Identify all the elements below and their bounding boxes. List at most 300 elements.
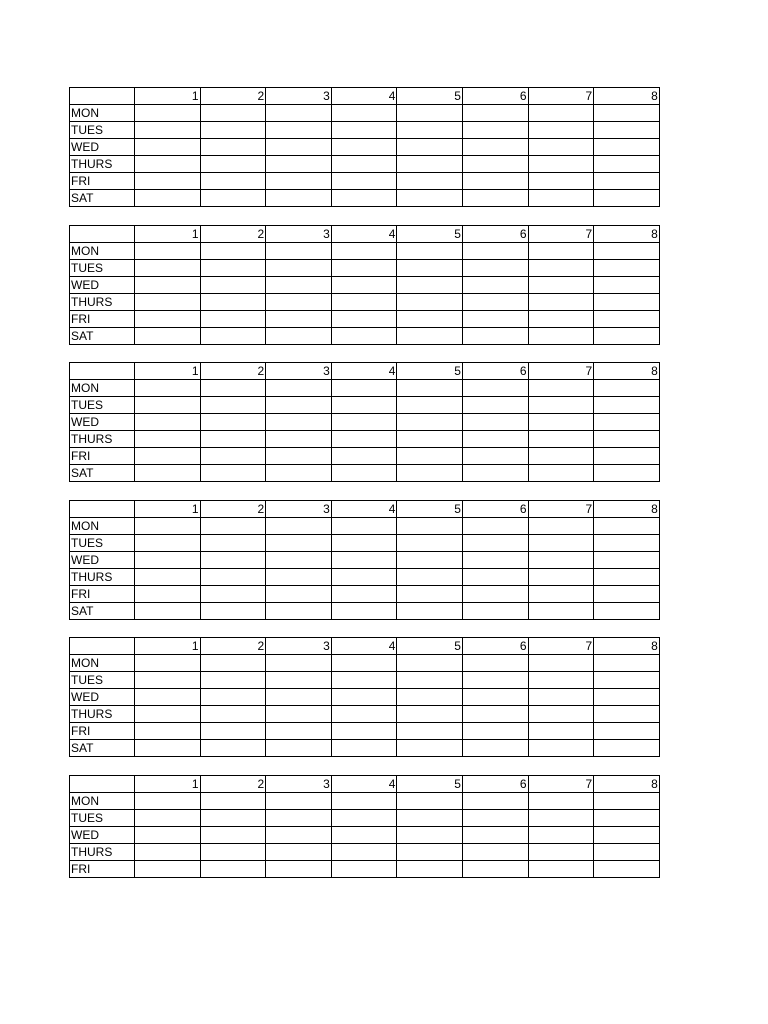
- period-header-cell[interactable]: 7: [528, 225, 594, 242]
- empty-cell[interactable]: [397, 156, 463, 173]
- period-header-cell[interactable]: 5: [397, 225, 463, 242]
- empty-cell[interactable]: [266, 190, 332, 207]
- day-label-cell[interactable]: WED: [70, 551, 135, 568]
- period-header-cell[interactable]: 7: [528, 775, 594, 792]
- empty-cell[interactable]: [594, 602, 660, 619]
- empty-cell[interactable]: [397, 293, 463, 310]
- empty-cell[interactable]: [397, 397, 463, 414]
- empty-cell[interactable]: [528, 259, 594, 276]
- empty-cell[interactable]: [331, 602, 397, 619]
- empty-cell[interactable]: [331, 740, 397, 757]
- empty-cell[interactable]: [331, 276, 397, 293]
- empty-cell[interactable]: [331, 310, 397, 327]
- empty-cell[interactable]: [528, 551, 594, 568]
- day-label-cell[interactable]: MON: [70, 517, 135, 534]
- empty-cell[interactable]: [200, 310, 266, 327]
- empty-cell[interactable]: [594, 826, 660, 843]
- empty-cell[interactable]: [462, 843, 528, 860]
- empty-cell[interactable]: [528, 672, 594, 689]
- empty-cell[interactable]: [594, 465, 660, 482]
- empty-cell[interactable]: [135, 843, 201, 860]
- empty-cell[interactable]: [200, 534, 266, 551]
- empty-cell[interactable]: [266, 414, 332, 431]
- empty-cell[interactable]: [266, 602, 332, 619]
- empty-cell[interactable]: [397, 826, 463, 843]
- empty-cell[interactable]: [331, 843, 397, 860]
- period-header-cell[interactable]: 6: [462, 775, 528, 792]
- empty-cell[interactable]: [397, 242, 463, 259]
- empty-cell[interactable]: [266, 792, 332, 809]
- empty-cell[interactable]: [397, 105, 463, 122]
- period-header-cell[interactable]: 4: [331, 88, 397, 105]
- empty-cell[interactable]: [135, 310, 201, 327]
- empty-cell[interactable]: [462, 327, 528, 344]
- empty-cell[interactable]: [266, 843, 332, 860]
- empty-cell[interactable]: [200, 792, 266, 809]
- empty-cell[interactable]: [135, 792, 201, 809]
- empty-cell[interactable]: [135, 414, 201, 431]
- period-header-cell[interactable]: 7: [528, 363, 594, 380]
- empty-cell[interactable]: [331, 397, 397, 414]
- empty-cell[interactable]: [397, 723, 463, 740]
- empty-cell[interactable]: [266, 105, 332, 122]
- empty-cell[interactable]: [331, 242, 397, 259]
- empty-cell[interactable]: [528, 792, 594, 809]
- day-label-cell[interactable]: SAT: [70, 740, 135, 757]
- empty-cell[interactable]: [200, 809, 266, 826]
- period-header-cell[interactable]: 2: [200, 225, 266, 242]
- empty-cell[interactable]: [462, 414, 528, 431]
- period-header-cell[interactable]: 4: [331, 638, 397, 655]
- empty-cell[interactable]: [594, 293, 660, 310]
- empty-cell[interactable]: [397, 534, 463, 551]
- empty-cell[interactable]: [200, 706, 266, 723]
- empty-cell[interactable]: [266, 397, 332, 414]
- period-header-cell[interactable]: 6: [462, 225, 528, 242]
- corner-cell[interactable]: [70, 88, 135, 105]
- day-label-cell[interactable]: SAT: [70, 327, 135, 344]
- empty-cell[interactable]: [331, 190, 397, 207]
- empty-cell[interactable]: [462, 551, 528, 568]
- empty-cell[interactable]: [331, 672, 397, 689]
- empty-cell[interactable]: [397, 792, 463, 809]
- empty-cell[interactable]: [397, 259, 463, 276]
- day-label-cell[interactable]: TUES: [70, 672, 135, 689]
- period-header-cell[interactable]: 5: [397, 638, 463, 655]
- empty-cell[interactable]: [135, 723, 201, 740]
- empty-cell[interactable]: [462, 448, 528, 465]
- empty-cell[interactable]: [397, 740, 463, 757]
- period-header-cell[interactable]: 1: [135, 225, 201, 242]
- empty-cell[interactable]: [200, 156, 266, 173]
- empty-cell[interactable]: [462, 190, 528, 207]
- empty-cell[interactable]: [266, 672, 332, 689]
- empty-cell[interactable]: [135, 448, 201, 465]
- empty-cell[interactable]: [200, 551, 266, 568]
- empty-cell[interactable]: [594, 380, 660, 397]
- empty-cell[interactable]: [594, 310, 660, 327]
- empty-cell[interactable]: [528, 860, 594, 877]
- empty-cell[interactable]: [266, 740, 332, 757]
- empty-cell[interactable]: [135, 826, 201, 843]
- empty-cell[interactable]: [462, 465, 528, 482]
- empty-cell[interactable]: [594, 156, 660, 173]
- day-label-cell[interactable]: TUES: [70, 259, 135, 276]
- empty-cell[interactable]: [135, 672, 201, 689]
- empty-cell[interactable]: [266, 585, 332, 602]
- empty-cell[interactable]: [462, 293, 528, 310]
- empty-cell[interactable]: [528, 276, 594, 293]
- empty-cell[interactable]: [331, 585, 397, 602]
- empty-cell[interactable]: [200, 276, 266, 293]
- empty-cell[interactable]: [331, 431, 397, 448]
- empty-cell[interactable]: [266, 568, 332, 585]
- empty-cell[interactable]: [528, 585, 594, 602]
- period-header-cell[interactable]: 4: [331, 363, 397, 380]
- empty-cell[interactable]: [266, 689, 332, 706]
- empty-cell[interactable]: [528, 380, 594, 397]
- empty-cell[interactable]: [200, 190, 266, 207]
- empty-cell[interactable]: [200, 723, 266, 740]
- empty-cell[interactable]: [397, 809, 463, 826]
- empty-cell[interactable]: [200, 397, 266, 414]
- period-header-cell[interactable]: 3: [266, 500, 332, 517]
- empty-cell[interactable]: [594, 689, 660, 706]
- empty-cell[interactable]: [594, 809, 660, 826]
- empty-cell[interactable]: [266, 173, 332, 190]
- empty-cell[interactable]: [135, 585, 201, 602]
- empty-cell[interactable]: [397, 276, 463, 293]
- day-label-cell[interactable]: TUES: [70, 809, 135, 826]
- empty-cell[interactable]: [135, 259, 201, 276]
- empty-cell[interactable]: [266, 448, 332, 465]
- empty-cell[interactable]: [594, 672, 660, 689]
- empty-cell[interactable]: [200, 242, 266, 259]
- empty-cell[interactable]: [266, 534, 332, 551]
- empty-cell[interactable]: [528, 740, 594, 757]
- period-header-cell[interactable]: 8: [594, 500, 660, 517]
- empty-cell[interactable]: [462, 156, 528, 173]
- empty-cell[interactable]: [462, 792, 528, 809]
- empty-cell[interactable]: [200, 689, 266, 706]
- day-label-cell[interactable]: WED: [70, 826, 135, 843]
- corner-cell[interactable]: [70, 363, 135, 380]
- period-header-cell[interactable]: 3: [266, 638, 332, 655]
- empty-cell[interactable]: [135, 517, 201, 534]
- day-label-cell[interactable]: SAT: [70, 465, 135, 482]
- empty-cell[interactable]: [331, 414, 397, 431]
- period-header-cell[interactable]: 6: [462, 88, 528, 105]
- empty-cell[interactable]: [397, 517, 463, 534]
- empty-cell[interactable]: [594, 568, 660, 585]
- empty-cell[interactable]: [331, 465, 397, 482]
- empty-cell[interactable]: [135, 173, 201, 190]
- period-header-cell[interactable]: 4: [331, 225, 397, 242]
- empty-cell[interactable]: [397, 843, 463, 860]
- empty-cell[interactable]: [462, 122, 528, 139]
- period-header-cell[interactable]: 5: [397, 88, 463, 105]
- empty-cell[interactable]: [462, 105, 528, 122]
- empty-cell[interactable]: [528, 139, 594, 156]
- empty-cell[interactable]: [462, 534, 528, 551]
- period-header-cell[interactable]: 8: [594, 88, 660, 105]
- empty-cell[interactable]: [594, 259, 660, 276]
- empty-cell[interactable]: [397, 568, 463, 585]
- empty-cell[interactable]: [528, 327, 594, 344]
- period-header-cell[interactable]: 3: [266, 363, 332, 380]
- empty-cell[interactable]: [594, 397, 660, 414]
- empty-cell[interactable]: [331, 139, 397, 156]
- period-header-cell[interactable]: 8: [594, 775, 660, 792]
- empty-cell[interactable]: [331, 534, 397, 551]
- day-label-cell[interactable]: THURS: [70, 706, 135, 723]
- empty-cell[interactable]: [266, 551, 332, 568]
- empty-cell[interactable]: [135, 551, 201, 568]
- empty-cell[interactable]: [266, 242, 332, 259]
- empty-cell[interactable]: [397, 585, 463, 602]
- empty-cell[interactable]: [397, 431, 463, 448]
- empty-cell[interactable]: [594, 740, 660, 757]
- period-header-cell[interactable]: 1: [135, 363, 201, 380]
- empty-cell[interactable]: [528, 190, 594, 207]
- empty-cell[interactable]: [397, 310, 463, 327]
- empty-cell[interactable]: [594, 190, 660, 207]
- empty-cell[interactable]: [594, 448, 660, 465]
- period-header-cell[interactable]: 8: [594, 638, 660, 655]
- empty-cell[interactable]: [528, 242, 594, 259]
- empty-cell[interactable]: [594, 173, 660, 190]
- empty-cell[interactable]: [135, 534, 201, 551]
- empty-cell[interactable]: [528, 706, 594, 723]
- period-header-cell[interactable]: 7: [528, 500, 594, 517]
- empty-cell[interactable]: [135, 397, 201, 414]
- empty-cell[interactable]: [397, 122, 463, 139]
- empty-cell[interactable]: [266, 259, 332, 276]
- period-header-cell[interactable]: 3: [266, 225, 332, 242]
- empty-cell[interactable]: [135, 276, 201, 293]
- empty-cell[interactable]: [135, 190, 201, 207]
- day-label-cell[interactable]: MON: [70, 105, 135, 122]
- empty-cell[interactable]: [594, 860, 660, 877]
- empty-cell[interactable]: [594, 792, 660, 809]
- day-label-cell[interactable]: FRI: [70, 585, 135, 602]
- empty-cell[interactable]: [331, 826, 397, 843]
- empty-cell[interactable]: [528, 568, 594, 585]
- period-header-cell[interactable]: 2: [200, 363, 266, 380]
- empty-cell[interactable]: [528, 431, 594, 448]
- period-header-cell[interactable]: 1: [135, 775, 201, 792]
- empty-cell[interactable]: [462, 380, 528, 397]
- empty-cell[interactable]: [462, 602, 528, 619]
- period-header-cell[interactable]: 2: [200, 638, 266, 655]
- empty-cell[interactable]: [331, 809, 397, 826]
- empty-cell[interactable]: [528, 414, 594, 431]
- empty-cell[interactable]: [462, 809, 528, 826]
- empty-cell[interactable]: [462, 397, 528, 414]
- day-label-cell[interactable]: FRI: [70, 723, 135, 740]
- empty-cell[interactable]: [528, 465, 594, 482]
- day-label-cell[interactable]: WED: [70, 414, 135, 431]
- day-label-cell[interactable]: MON: [70, 380, 135, 397]
- empty-cell[interactable]: [200, 327, 266, 344]
- empty-cell[interactable]: [200, 414, 266, 431]
- empty-cell[interactable]: [594, 414, 660, 431]
- empty-cell[interactable]: [331, 792, 397, 809]
- empty-cell[interactable]: [135, 809, 201, 826]
- empty-cell[interactable]: [462, 517, 528, 534]
- empty-cell[interactable]: [462, 740, 528, 757]
- empty-cell[interactable]: [331, 122, 397, 139]
- empty-cell[interactable]: [397, 860, 463, 877]
- day-label-cell[interactable]: MON: [70, 792, 135, 809]
- empty-cell[interactable]: [200, 448, 266, 465]
- empty-cell[interactable]: [266, 465, 332, 482]
- corner-cell[interactable]: [70, 225, 135, 242]
- day-label-cell[interactable]: THURS: [70, 431, 135, 448]
- empty-cell[interactable]: [397, 414, 463, 431]
- empty-cell[interactable]: [135, 740, 201, 757]
- day-label-cell[interactable]: TUES: [70, 534, 135, 551]
- empty-cell[interactable]: [200, 740, 266, 757]
- empty-cell[interactable]: [528, 689, 594, 706]
- empty-cell[interactable]: [528, 602, 594, 619]
- day-label-cell[interactable]: TUES: [70, 122, 135, 139]
- empty-cell[interactable]: [331, 860, 397, 877]
- period-header-cell[interactable]: 2: [200, 500, 266, 517]
- day-label-cell[interactable]: FRI: [70, 173, 135, 190]
- day-label-cell[interactable]: FRI: [70, 310, 135, 327]
- empty-cell[interactable]: [200, 431, 266, 448]
- empty-cell[interactable]: [135, 327, 201, 344]
- empty-cell[interactable]: [135, 602, 201, 619]
- empty-cell[interactable]: [397, 672, 463, 689]
- empty-cell[interactable]: [266, 122, 332, 139]
- period-header-cell[interactable]: 4: [331, 775, 397, 792]
- empty-cell[interactable]: [528, 809, 594, 826]
- empty-cell[interactable]: [594, 276, 660, 293]
- empty-cell[interactable]: [397, 551, 463, 568]
- empty-cell[interactable]: [462, 139, 528, 156]
- empty-cell[interactable]: [200, 843, 266, 860]
- empty-cell[interactable]: [135, 860, 201, 877]
- day-label-cell[interactable]: THURS: [70, 293, 135, 310]
- empty-cell[interactable]: [135, 465, 201, 482]
- empty-cell[interactable]: [462, 689, 528, 706]
- empty-cell[interactable]: [266, 809, 332, 826]
- empty-cell[interactable]: [594, 517, 660, 534]
- empty-cell[interactable]: [200, 672, 266, 689]
- empty-cell[interactable]: [135, 293, 201, 310]
- empty-cell[interactable]: [200, 585, 266, 602]
- empty-cell[interactable]: [135, 689, 201, 706]
- empty-cell[interactable]: [200, 602, 266, 619]
- empty-cell[interactable]: [135, 105, 201, 122]
- empty-cell[interactable]: [331, 448, 397, 465]
- empty-cell[interactable]: [135, 156, 201, 173]
- empty-cell[interactable]: [528, 448, 594, 465]
- empty-cell[interactable]: [266, 276, 332, 293]
- empty-cell[interactable]: [331, 156, 397, 173]
- period-header-cell[interactable]: 8: [594, 363, 660, 380]
- empty-cell[interactable]: [331, 105, 397, 122]
- empty-cell[interactable]: [528, 397, 594, 414]
- empty-cell[interactable]: [266, 517, 332, 534]
- empty-cell[interactable]: [200, 465, 266, 482]
- empty-cell[interactable]: [594, 122, 660, 139]
- empty-cell[interactable]: [266, 723, 332, 740]
- period-header-cell[interactable]: 2: [200, 88, 266, 105]
- empty-cell[interactable]: [200, 517, 266, 534]
- empty-cell[interactable]: [331, 723, 397, 740]
- day-label-cell[interactable]: SAT: [70, 602, 135, 619]
- empty-cell[interactable]: [135, 655, 201, 672]
- empty-cell[interactable]: [462, 706, 528, 723]
- empty-cell[interactable]: [266, 293, 332, 310]
- empty-cell[interactable]: [331, 327, 397, 344]
- empty-cell[interactable]: [266, 706, 332, 723]
- empty-cell[interactable]: [397, 655, 463, 672]
- empty-cell[interactable]: [397, 465, 463, 482]
- empty-cell[interactable]: [594, 706, 660, 723]
- period-header-cell[interactable]: 1: [135, 638, 201, 655]
- empty-cell[interactable]: [331, 380, 397, 397]
- day-label-cell[interactable]: FRI: [70, 860, 135, 877]
- empty-cell[interactable]: [331, 293, 397, 310]
- empty-cell[interactable]: [594, 242, 660, 259]
- empty-cell[interactable]: [528, 723, 594, 740]
- empty-cell[interactable]: [397, 706, 463, 723]
- empty-cell[interactable]: [200, 105, 266, 122]
- empty-cell[interactable]: [397, 190, 463, 207]
- period-header-cell[interactable]: 5: [397, 775, 463, 792]
- empty-cell[interactable]: [331, 173, 397, 190]
- empty-cell[interactable]: [200, 826, 266, 843]
- empty-cell[interactable]: [266, 431, 332, 448]
- empty-cell[interactable]: [266, 826, 332, 843]
- corner-cell[interactable]: [70, 638, 135, 655]
- empty-cell[interactable]: [135, 139, 201, 156]
- empty-cell[interactable]: [528, 534, 594, 551]
- empty-cell[interactable]: [331, 655, 397, 672]
- empty-cell[interactable]: [266, 310, 332, 327]
- empty-cell[interactable]: [135, 242, 201, 259]
- day-label-cell[interactable]: THURS: [70, 156, 135, 173]
- empty-cell[interactable]: [266, 156, 332, 173]
- empty-cell[interactable]: [397, 380, 463, 397]
- empty-cell[interactable]: [594, 105, 660, 122]
- period-header-cell[interactable]: 2: [200, 775, 266, 792]
- period-header-cell[interactable]: 5: [397, 363, 463, 380]
- empty-cell[interactable]: [135, 568, 201, 585]
- empty-cell[interactable]: [200, 122, 266, 139]
- day-label-cell[interactable]: SAT: [70, 190, 135, 207]
- day-label-cell[interactable]: WED: [70, 276, 135, 293]
- empty-cell[interactable]: [200, 293, 266, 310]
- empty-cell[interactable]: [528, 122, 594, 139]
- period-header-cell[interactable]: 6: [462, 638, 528, 655]
- empty-cell[interactable]: [397, 448, 463, 465]
- period-header-cell[interactable]: 7: [528, 88, 594, 105]
- empty-cell[interactable]: [266, 860, 332, 877]
- empty-cell[interactable]: [266, 139, 332, 156]
- empty-cell[interactable]: [200, 259, 266, 276]
- empty-cell[interactable]: [200, 173, 266, 190]
- empty-cell[interactable]: [397, 173, 463, 190]
- empty-cell[interactable]: [594, 327, 660, 344]
- empty-cell[interactable]: [331, 689, 397, 706]
- empty-cell[interactable]: [135, 380, 201, 397]
- empty-cell[interactable]: [528, 310, 594, 327]
